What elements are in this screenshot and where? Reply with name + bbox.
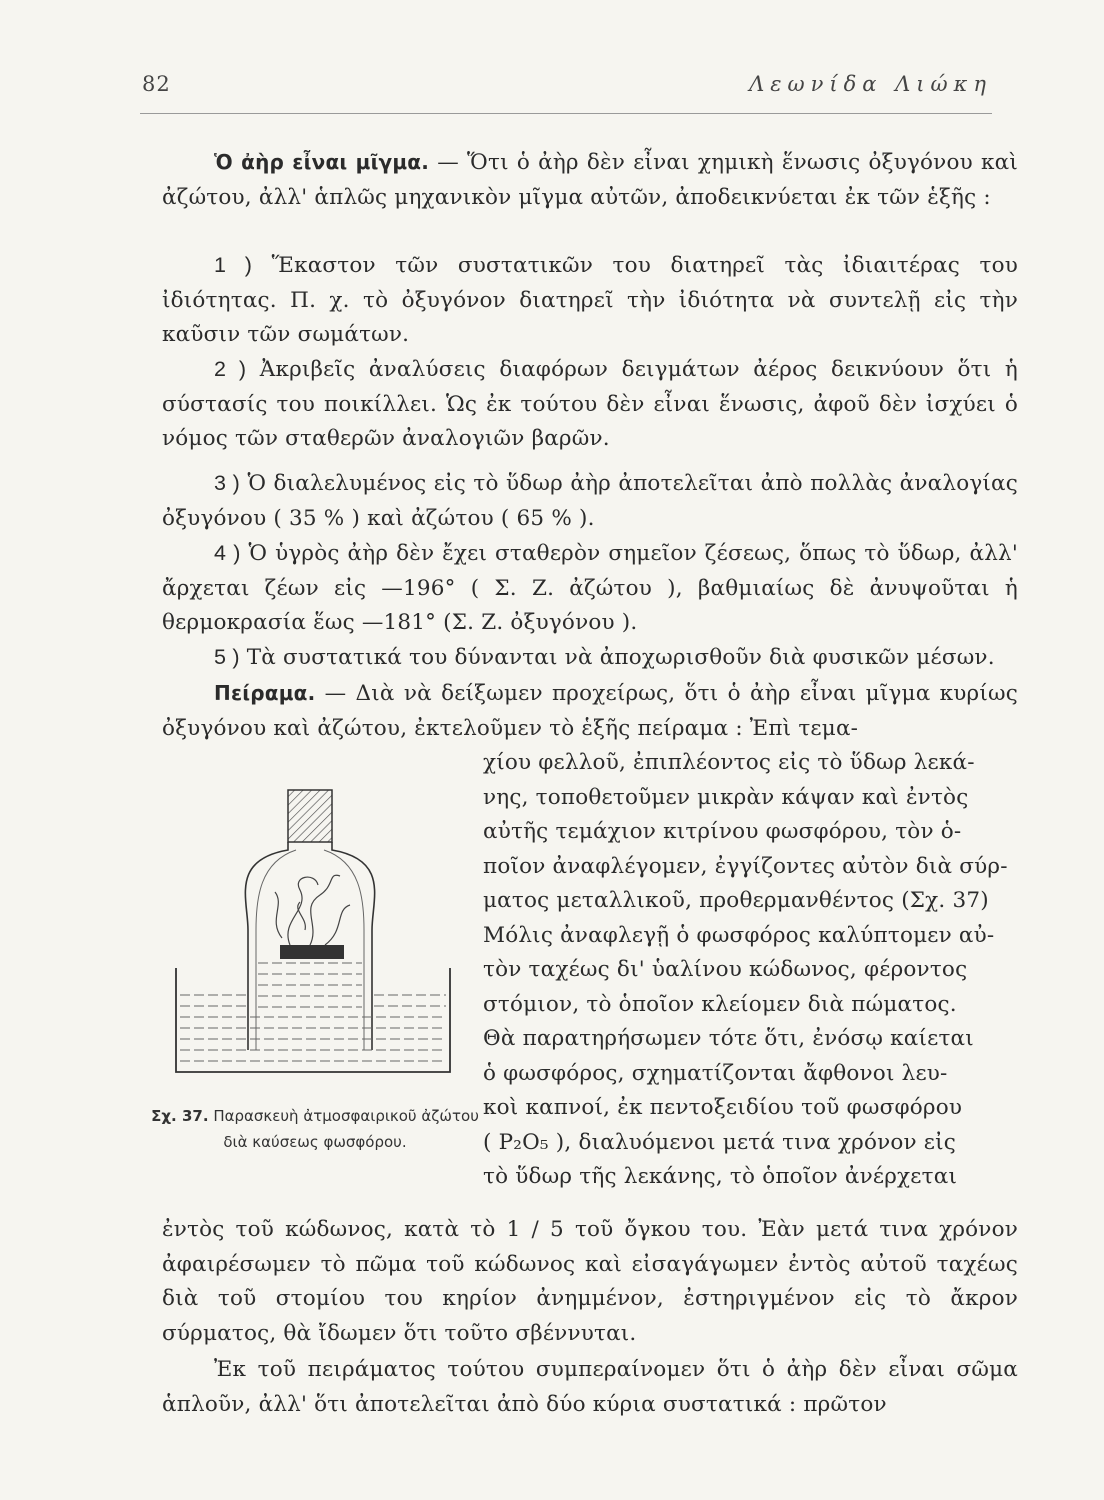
list-item	[162, 352, 1018, 457]
experiment-title: Πείραμα.	[214, 681, 316, 705]
section-title: Ὁ ἀὴρ εἶναι μῖγμα.	[214, 150, 430, 174]
header-rule	[140, 113, 992, 114]
item-marker: 3 )	[214, 471, 241, 495]
bell-jar-illustration	[160, 780, 480, 1100]
item-marker: 5 )	[214, 645, 240, 669]
column-line: στόμιον, τὸ ὁποῖον κλείομεν διὰ πώματος.	[483, 991, 957, 1017]
column-line: αὐτῆς τεμάχιον κιτρίνου φωσφόρου, τὸν ὁ-	[483, 819, 962, 844]
column-line: Θὰ παρατηρήσωμεν τότε ὅτι, ἐνόσῳ καίεται	[483, 1026, 974, 1051]
column-line: νης, τοποθετοῦμεν μικρὰν κάψαν καὶ ἐντὸς	[483, 784, 969, 810]
column-line: κοὶ καπνοί, ἐκ πεντοξειδίου τοῦ φωσφόρου	[483, 1095, 963, 1120]
section-intro	[162, 145, 1018, 215]
column-line: ποῖον ἀναφλέγομεν, ἐγγίζοντες αὐτὸν διὰ σύρ-	[483, 853, 1008, 879]
column-line: ὁ φωσφόρος, σχηματίζονται ἄφθονοι λευ-	[483, 1060, 948, 1086]
item-text: Τὰ συστατικά του δύνανται νὰ ἀποχωρισθοῦν διὰ φυσικῶν μέσων.	[246, 645, 995, 670]
experiment-lead-text: — Διὰ νὰ δείξωμεν προχείρως, ὅτι ὁ ἀὴρ εἶναι μῖγμα κυρίως ὀξυγόνου καὶ ἀζώτου, ἐκτελοῦμεν τὸ ἑξῆς πείραμα : Ἐπὶ τεμα-	[162, 681, 1018, 741]
item-marker: 4 )	[214, 541, 241, 565]
column-line: τὸν ταχέως δι' ὑαλίνου κώδωνος, φέροντος	[483, 957, 968, 982]
experiment-lead	[162, 676, 1018, 746]
experiment-conclusion: Ἐκ τοῦ πειράματος τούτου συμπεραίνομεν ὅτι ὁ ἀὴρ δὲν εἶναι σῶμα ἁπλοῦν, ἀλλ' ὅτι ἀποτελεῖται ἀπὸ δύο κύρια συστατικά : πρῶτον	[162, 1357, 1018, 1417]
item-text: Ἀκριβεῖς ἀναλύσεις διαφόρων δειγμάτων ἀέρος δεικνύουν ὅτι ἡ σύστασίς του ποικίλλει. Ὡς ἐκ τούτου δὲν εἶναι ἕνωσις, ἀφοῦ δὲν ἰσχύει ὁ νόμος τῶν σταθερῶν ἀναλογιῶν βαρῶν.	[162, 357, 1018, 451]
column-line: ματος μεταλλικοῦ, προθερμανθέντος (Σχ. 37)	[483, 888, 989, 913]
column-line: τὸ ὕδωρ τῆς λεκάνης, τὸ ὁποῖον ἀνέρχεται	[483, 1164, 958, 1189]
figure-label: Σχ. 37.	[151, 1107, 209, 1125]
experiment-column	[483, 746, 1018, 1195]
section-intro-text: — Ὅτι ὁ ἀὴρ δὲν εἶναι χημικὴ ἕνωσις ὀξυγόνου καὶ ἀζώτου, ἀλλ' ἁπλῶς μηχανικὸν μῖγμα αὐτῶν, ἀποδεικνύεται ἐκ τῶν ἑξῆς :	[162, 150, 1018, 210]
column-line: ( P₂O₅ ), διαλυόμενοι μετά τινα χρόνον εἰς	[483, 1129, 957, 1155]
experiment-continuation: ἐντὸς τοῦ κώδωνος, κατὰ τὸ 1 / 5 τοῦ ὄγκου του. Ἐὰν μετά τινα χρόνον ἀφαιρέσωμεν τὸ πῶμα τοῦ κώδωνος καὶ εἰσαγάγωμεν ἐντὸς αὐτοῦ ταχέως διὰ τοῦ στομίου του κηρίον ἀνημμένον, ἐστηριγμένον εἰς τὸ ἄκρον σύρματος, θὰ ἴδωμεν ὅτι τοῦτο σβέννυται.	[162, 1217, 1018, 1346]
figure-caption-text: Παρασκευὴ ἀτμοσφαιρικοῦ ἀζώτου διὰ καύσεως φωσφόρου.	[213, 1107, 479, 1151]
list-item	[162, 640, 1018, 676]
list-item	[162, 536, 1018, 641]
list-item	[162, 466, 1018, 536]
list-item	[162, 248, 1018, 353]
item-text: Ὁ διαλελυμένος εἰς τὸ ὕδωρ ἀὴρ ἀποτελεῖται ἀπὸ πολλὰς ἀναλογίας ὀξυγόνου ( 35 % ) καὶ ἀζώτου ( 65 % ).	[162, 471, 1018, 531]
running-head: Λεωνίδα Λιώκη	[749, 72, 992, 96]
item-marker: 1 )	[214, 253, 253, 277]
figure-caption	[150, 1103, 480, 1155]
page-number: 82	[142, 72, 171, 96]
item-text: Ἕκαστον τῶν συστατικῶν του διατηρεῖ τὰς ἰδιαιτέρας του ἰδιότητας. Π. χ. τὸ ὀξυγόνον διατηρεῖ τὴν ἰδιότητα νὰ συντελῇ εἰς τὴν καῦσιν τῶν σωμάτων.	[162, 253, 1018, 347]
column-line: χίου φελλοῦ, ἐπιπλέοντος εἰς τὸ ὕδωρ λεκά-	[483, 750, 975, 775]
item-marker: 2 )	[214, 357, 247, 381]
item-text: Ὁ ὑγρὸς ἀὴρ δὲν ἔχει σταθερὸν σημεῖον ζέσεως, ὅπως τὸ ὕδωρ, ἀλλ' ἄρχεται ζέων εἰς —196° ( Σ. Ζ. ἀζώτου ), βαθμιαίως δὲ ἀνυψοῦται ἡ θερμοκρασία ἕως —181° (Σ. Ζ. ὀξυγόνου ).	[162, 541, 1018, 635]
column-line: Μόλις ἀναφλεγῇ ὁ φωσφόρος καλύπτομεν αὐ-	[483, 922, 995, 948]
